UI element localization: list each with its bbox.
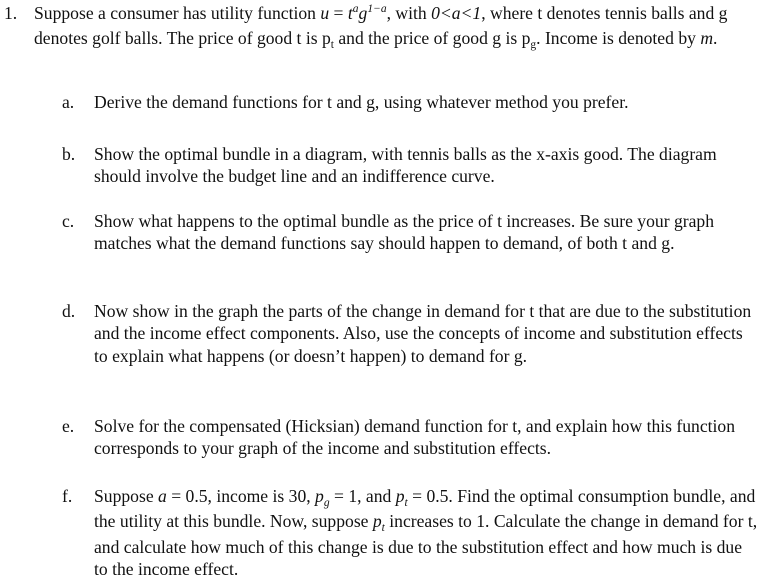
stem-text: . Income is denoted by xyxy=(536,28,701,49)
math-p: p xyxy=(395,486,405,506)
math-t: t xyxy=(347,3,353,23)
part-f-text: = 0.5, income is 30, xyxy=(166,486,316,506)
stem-text: , where t denotes tennis balls and g denotes golf balls. The price of good t is p xyxy=(34,3,728,49)
part-text: Show what happens to the optimal bundle as the price of t increases. Be sure your graph matches what the demand functions say should happen to demand, of both t and g. xyxy=(94,211,715,254)
stem-text: , with xyxy=(386,3,432,23)
stem-text: and the price of good g is p xyxy=(333,28,531,49)
part-d xyxy=(62,300,758,367)
part-label: e. xyxy=(62,416,75,436)
part-text: Now show in the graph the parts of the change in demand for t that are due to the substitution and the income effect components. Also, use the concepts of income and substitution effects to explain what happens (or doesn’t happen) to demand for g. xyxy=(94,301,752,366)
question-number: 1. xyxy=(4,3,18,23)
part-label: a. xyxy=(62,92,75,112)
math-p: p xyxy=(372,511,382,532)
part-text: Derive the demand functions for t and g, using whatever method you prefer. xyxy=(94,92,629,112)
math-g: g xyxy=(358,3,368,23)
part-e xyxy=(62,415,758,460)
stem-text: Suppose a consumer has utility function xyxy=(34,3,321,23)
subscript-g: g xyxy=(323,497,330,509)
exponent-a: a xyxy=(352,3,359,15)
parameter-range: 0<a<1 xyxy=(431,3,482,23)
part-label: c. xyxy=(62,211,75,231)
subscript-t: t xyxy=(381,522,385,535)
part-label: f. xyxy=(62,486,73,506)
exponent-one-minus-a: 1−a xyxy=(367,3,387,15)
part-a xyxy=(62,91,758,113)
subscript-g: g xyxy=(530,39,537,52)
part-c xyxy=(62,210,758,255)
math-p: p xyxy=(315,486,324,506)
part-label: d. xyxy=(62,301,76,321)
part-text: Solve for the compensated (Hicksian) demand function for t, and explain how this function corresponds to your graph of the income and substitution effects. xyxy=(94,416,736,459)
utility-symbol: u xyxy=(320,3,330,23)
part-f-text: Suppose xyxy=(94,486,159,506)
part-f-text: = 0.5. Find the optimal consumption bundle, and the utility at this bundle. Now, suppose xyxy=(94,486,756,532)
income-symbol: m xyxy=(700,28,714,49)
part-f-text: = 1, and xyxy=(329,486,396,506)
question-stem xyxy=(34,2,764,53)
subscript-t: t xyxy=(330,39,334,52)
stem-text: = xyxy=(329,3,348,23)
stem-text: . xyxy=(713,28,718,49)
subscript-t: t xyxy=(404,497,408,509)
part-text: Show the optimal bundle in a diagram, with tennis balls as the x-axis good. The diagram should involve the budget line and an indifference curve. xyxy=(94,144,717,187)
part-f xyxy=(62,485,758,581)
part-f-text: increases to 1. Calculate the change in demand for t, and calculate how much of this change is due to the substitution effect and how much is due to the income effect. xyxy=(94,511,758,580)
math-a: a xyxy=(158,486,167,506)
part-label: b. xyxy=(62,144,76,164)
part-b xyxy=(62,143,758,188)
part-text xyxy=(94,485,758,581)
